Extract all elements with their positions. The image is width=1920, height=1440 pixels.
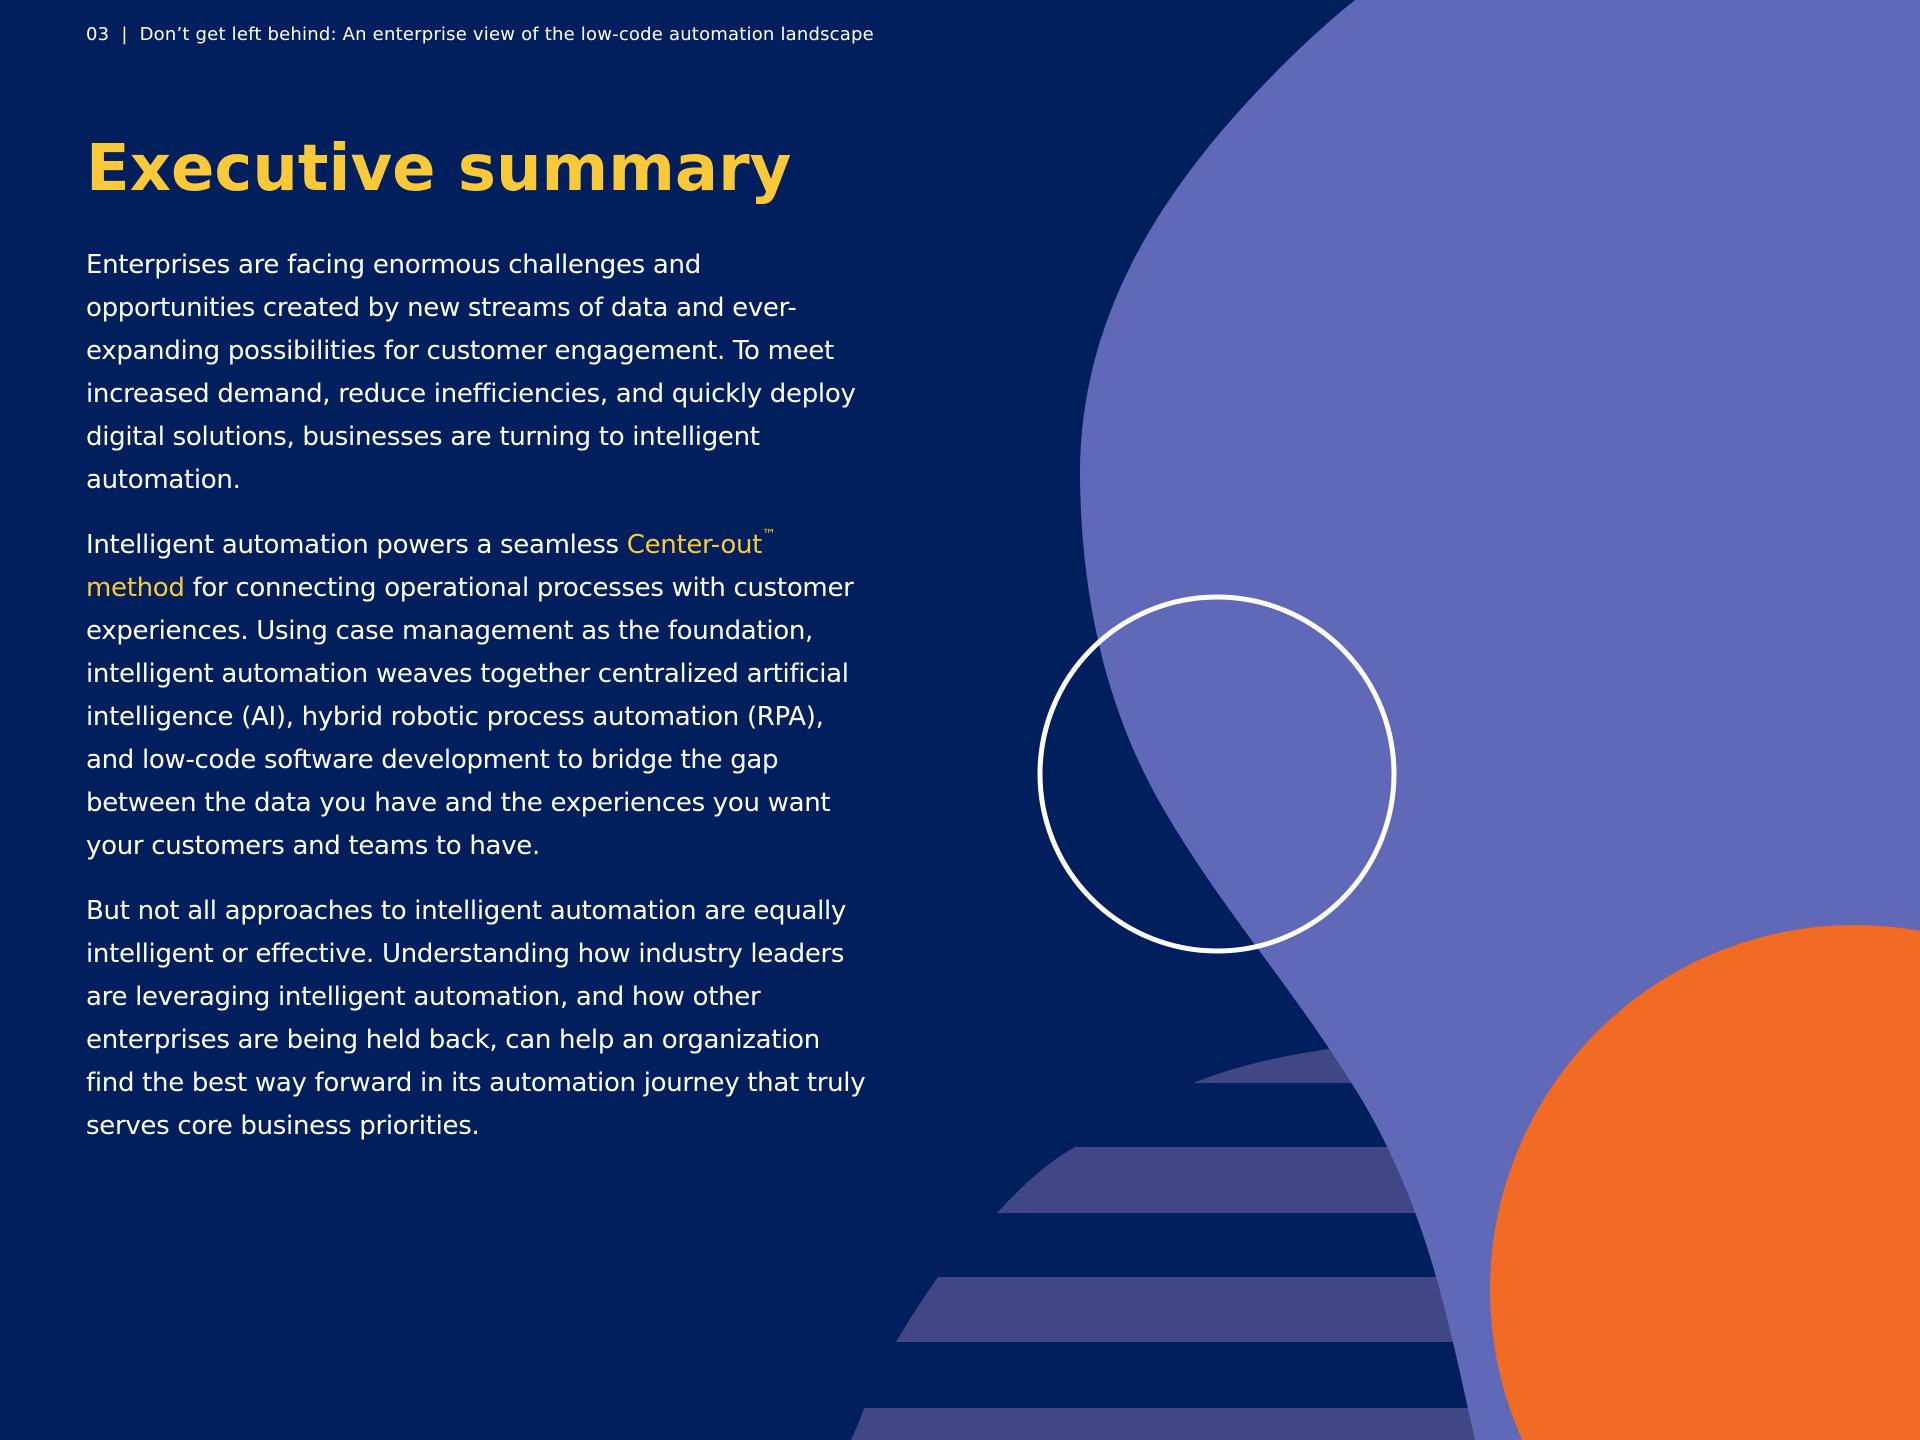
center-out-highlight: Center-out (626, 530, 763, 560)
page-title: Executive summary (86, 132, 792, 206)
document-title: Don’t get left behind: An enterprise view of the low-code automation landscape (139, 24, 874, 45)
paragraph-2-lead: Intelligent automation powers a seamless (86, 530, 627, 560)
summary-body (86, 244, 871, 1170)
running-header (86, 24, 874, 45)
paragraph-intro: Enterprises are facing enormous challenges and opportunities created by new streams of data and ever-expanding possibilities for customer engagement. To meet increased demand, reduce inefficiencies, and quickly deploy digital solutions, businesses are turning to intelligent automation. (86, 250, 856, 495)
paragraph-2-rest: for connecting operational processes with customer experiences. Using case management as the foundation, intelligent automation weaves together centralized artificial intelligence (AI), hybrid robotic process automation (RPA), and low-code software development to bridge the gap between the data you have and the experiences you want your customers and teams to have. (86, 573, 854, 861)
page-number: 03 (86, 24, 110, 45)
trademark-symbol: ™ (762, 527, 776, 543)
header-separator: | (121, 24, 128, 45)
method-highlight: method (86, 573, 185, 603)
paragraph-center-out (86, 524, 871, 868)
paragraph-conclusion: But not all approaches to intelligent automation are equally intelligent or effective. Understanding how industry leaders are leveraging intelligent automation, and how other enterprises are being held back, can help an organization find the best way forward in its automation journey that truly serves core business priorities. (86, 896, 866, 1141)
